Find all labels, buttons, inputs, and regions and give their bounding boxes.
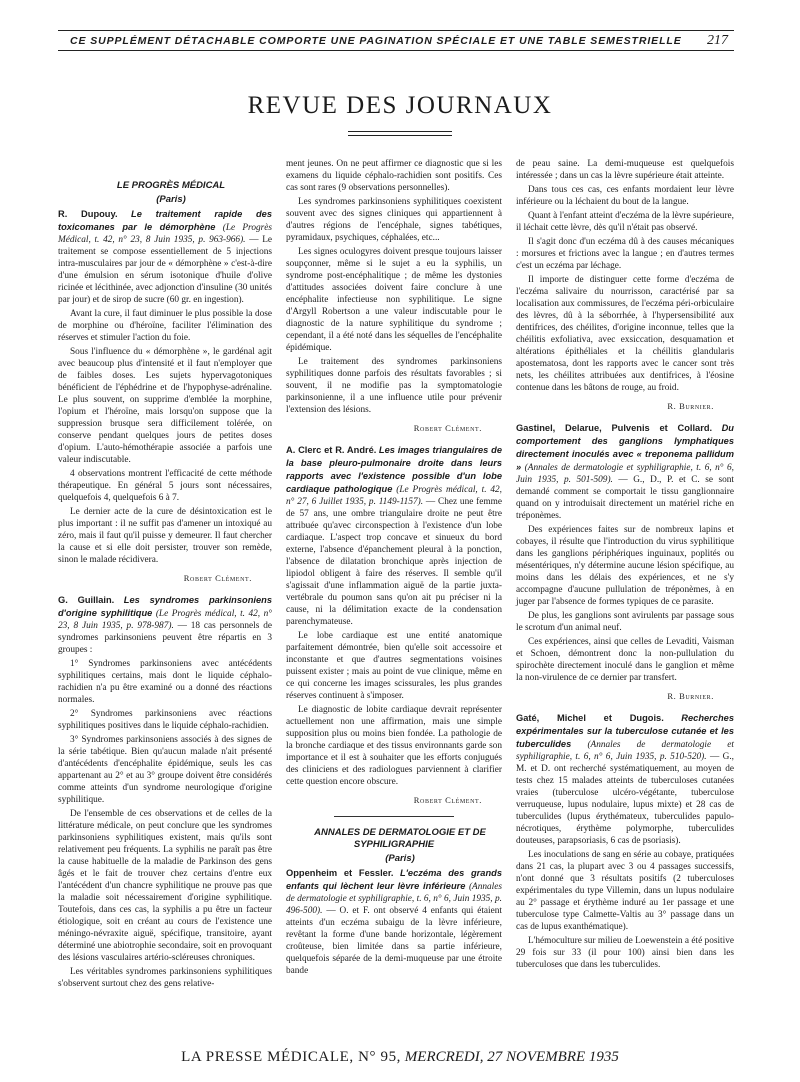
- article-paragraph: Les syndromes parkinsoniens syphilitiques coexistent souvent avec des signes cliniques qui appartiennent à d'autres régions de l'encéphale, signes tabétiques, pyramidaux, psychiques, céphalées, etc...: [286, 197, 502, 243]
- section-heading: LE PROGRÈS MÉDICAL: [116, 180, 226, 191]
- article-paragraph: Le dernier acte de la cure de désintoxication est le plus important : il ne suffit pas d'amener un intoxiqué au zéro, mais il faut qu'il puisse y demeurer. Il faut chercher la cause et si elle doit persister, trouver son remède, sinon le malade récidivera.: [58, 507, 272, 565]
- banner-bottom-rule: [58, 50, 734, 51]
- article-authors: Gaté, Michel et Dugois.: [516, 713, 664, 723]
- article-citation: (Le Progrès médical, t. 42, n° 23, 8 Juin 1935, p. 978-987).: [58, 609, 273, 631]
- article: [516, 712, 734, 971]
- article-paragraph: Sous l'influence du « démorphène », le gardénal agit avec beaucoup plus d'intensité et il faut n'employer que de faibles doses. Les sujets hypervagotoniques bénéficient de l'éphédrine et de l'hypophyse-adrénaline. Le plus souvent, on supprime d'emblée la morphine, l'opium et l'héroïne, mais lorsqu'on suppose que la suppression brusque sera difficilement tolérée, on conserve pendant quelques jours de petites doses d'opium. L'auto-hémothérapie associée a parfois une valeur indiscutable.: [58, 347, 272, 465]
- top-rule: [58, 30, 734, 31]
- article-text: — G., M. et D. ont recherché systématiquement, au moyen de tests chez 15 malades atteints de tuberculoses cutanées vraies (tuberculose ulcéro-végétante, tuberculose verruqueuse, lupus nodulaire, lupus mixte) et 28 cas de tuberculides (lupus érythémateux, tuberculides papulo-nécrotiques, érythème polymorphe, tuberculides douteuses, parapsoriasis, 6 cas de psoriasis).: [516, 752, 735, 846]
- article-paragraph: Les inoculations de sang en série au cobaye, pratiquées dans 21 cas, la plupart avec 3 ou 4 passages successifs, n'ont donné que 3 résultats positifs (2 tuberculoses expérimentales du type Villemin, dans un lupus nodulaire au 2° passage et érythème induré au 1er passage et une tuberculose type Calmette-Valtis au 3° passage dans un cas de lupus exanthématique).: [516, 850, 734, 932]
- article-authors: Oppenheim et Fessler.: [286, 868, 394, 878]
- footer-date: MERCREDI, 27 NOVEMBRE 1935: [404, 1049, 619, 1065]
- article-citation: (Annales de dermatologie et syphiligraphie, t. 6, n° 6, Juin 1935, p. 501-509).: [516, 463, 734, 485]
- page-footer: [0, 1049, 800, 1066]
- article-paragraph: Des expériences faites sur de nombreux lapins et cobayes, il résulte que l'introduction du virus syphilitique dans les ganglions périphériques inguinaux, poplités ou mésentériques, n'y détermine aucune lésion spécifique, au moins dans les délais des expériences, et ne s'y accompagne d'aucune pullulation de tréponèmes, à en juger par l'absence de formes typiques de ce parasite.: [516, 525, 734, 607]
- page-banner: [58, 33, 734, 49]
- article-authors: A. Clerc et R. André.: [286, 445, 377, 455]
- article-text: — O. et F. ont observé 4 enfants qui étaient atteints d'un eczéma subaigu de la lèvre inférieure, revêtant la forme d'une bande horizontale, légèrement croûteuse, bien limitée dans sa partie inférieure, quelquefois séparée de la demi-muqueuse par une étroite bande: [286, 906, 503, 976]
- article-paragraph: Dans tous ces cas, ces enfants mordaient leur lèvre inférieure ou la léchaient du bout de la langue.: [516, 185, 734, 207]
- article-title: Recherches expérimentales sur la tuberculose cutanée et les tuberculides: [516, 713, 734, 749]
- article: [58, 208, 272, 584]
- article-paragraph: Le diagnostic de lobite cardiaque devrait représenter actuellement non une affirmation, mais une simple supposition plus ou moins bien fondée. La pathologie de la bronche cardiaque et des tissus environnants garde son importance et il est à souhaiter que les efforts conjugués des cliniciens et des radiologues parviennent à clarifier cette question encore obscure.: [286, 705, 502, 787]
- article-paragraph: de peau saine. La demi-muqueuse est quelquefois intéressée ; dans un cas la lèvre supérieure était atteinte.: [516, 159, 734, 181]
- article-citation: (Annales de dermatologie et syphiligraphie, t. 6, n° 6, Juin 1935, p. 496-500).: [286, 882, 502, 916]
- article-paragraph: Le lobe cardiaque est une entité anatomique parfaitement démontrée, bien qu'elle soit accessoire et inconstante et que d'autres segmentations voisines puissent exister ; mais au point de vue clinique, même en ce qui concerne les images scissurales, les plus grandes réserves continuent à s'imposer.: [286, 631, 502, 701]
- section-subheading: (Paris): [385, 853, 415, 864]
- column-1: [58, 180, 272, 996]
- section-heading: ANNALES DE DERMATOLOGIE ET DE SYPHILIGRAPHIE: [314, 827, 486, 850]
- article-signature: R. Burnier.: [667, 691, 714, 701]
- article-title: Les images triangulaires de la base pleuro-pulmonaire droite dans leurs rapports avec l'existence possible d'un lobe cardiaque pathologique: [286, 445, 502, 494]
- article: [286, 867, 502, 977]
- article-text: — Le traitement se compose essentiellement de 5 injections intra-musculaires par jour de « démorphène » c'est-à-dire d'une émulsion en sérum isotonique d'huile d'olive ricinée et lécithinée, avec adjonction d'insuline (30 unités par jour) et de sirop de sucre (60 gr. en ingestion).: [58, 235, 272, 305]
- article-citation: (Le Progrès Médical, t. 42, n° 23, 8 Juin 1935, p. 963-966).: [58, 223, 272, 245]
- article-paragraph: Le traitement des syndromes parkinsoniens syphilitiques donne parfois des résultats favorables ; si souvent, il ne modifie pas la symptomatologie parkinsonienne, il a une influence utile pour prévenir l'extension des lésions.: [286, 357, 502, 415]
- article-citation: (Le Progrès médical, t. 42, n° 27, 6 Juillet 1935, p. 1149-1157).: [286, 485, 503, 507]
- footer-journal: LA PRESSE MÉDICALE, N° 95,: [181, 1049, 402, 1065]
- article-title: Les syndromes parkinsoniens d'origine syphilitique: [58, 595, 272, 618]
- article-citation: (Annales de dermatologie et syphiligraphie, t. 6, n° 6, Juin 1935, p. 510-520).: [516, 740, 734, 762]
- article-paragraph: ment jeunes. On ne peut affirmer ce diagnostic que si les examens du liquide céphalo-rachidien sont positifs. Ces cas sont rares (9 observations personnelles).: [286, 159, 502, 193]
- article-signature: Robert Clément.: [413, 795, 482, 805]
- column-2: [286, 158, 502, 983]
- article: [58, 594, 272, 990]
- page-title: REVUE DES JOURNAUX: [247, 92, 553, 119]
- article-signature: Robert Clément.: [183, 573, 252, 583]
- banner-text: CE SUPPLÉMENT DÉTACHABLE COMPORTE UNE PAGINATION SPÉCIALE ET UNE TABLE SEMESTRIELLE: [70, 35, 682, 47]
- section-subheading: (Paris): [156, 194, 186, 205]
- article-paragraph: De l'ensemble de ces observations et de celles de la littérature médicale, on peut conclure que les syndromes parkinsoniens syphilitiques existent, mais qu'ils sont relativement peu fréquents. La syphilis ne paraît pas être la cause habituelle de la maladie de Parkinson des gens âgés et le fait de trouver chez certains d'entre eux l'antécédent d'un chancre syphilitique ne prouve pas que la maladie soit nécessairement d'origine syphilitique. Toutefois, dans ces cas, la syphilis a pu être un facteur étiologique, soit en créant au cours de l'existence une méningo-névraxite aiguë, spécifique, transitoire, ayant déterminé une abiotrophie secondaire, soit en provoquant des lésions vasculaires artério-scléreuses chroniques.: [58, 809, 272, 963]
- article-paragraph: De plus, les ganglions sont avirulents par passage sous le scrotum d'un animal neuf.: [516, 611, 734, 633]
- page-number: 217: [707, 33, 728, 48]
- article-paragraph: 1° Syndromes parkinsoniens avec antécédents syphilitiques certains, mais dont le liquide céphalo-rachidien n'a pu être examiné ou a donné des réactions normales.: [58, 659, 272, 705]
- article-authors: Gastinel, Delarue, Pulvenis et Collard.: [516, 423, 713, 433]
- article-text: — Chez une femme de 57 ans, une ombre triangulaire droite ne peut être attribuée qu'avec circonspection à l'existence d'un lobe cardiaque. L'aspect trop concave et sinueux du bord externe, l'absence d'épanchement pleural à la ponction, l'absence de dilatation bronchique après injection de lipiodol obligent à faire des réserves. Il semble qu'il s'agissait d'une inflammation aiguë de la partie juxta-vertébrale du poumon sans qu'on ait pu préciser ni la cause, ni la délimitation exacte de la condensation parenchymateuse.: [286, 497, 502, 627]
- article-paragraph: L'hémoculture sur milieu de Loewenstein a été positive 29 fois sur 33 (il pour 100) ainsi bien dans les tuberculoses que dans les tuberculides.: [516, 936, 734, 970]
- article-paragraph: Quant à l'enfant atteint d'eczéma de la lèvre supérieure, il léchait cette lèvre, dès qu'il n'était pas observé.: [516, 211, 734, 233]
- article-title: L'eczéma des grands enfants qui lèchent leur lèvre inférieure: [286, 868, 503, 891]
- article-paragraph: Avant la cure, il faut diminuer le plus possible la dose de morphine ou d'héroïne, faciliter l'élimination des réserves et stimuler l'action du foie.: [58, 309, 272, 343]
- article-text: — 18 cas personnels de syndromes parkinsoniens peuvent être répartis en 3 groupes :: [58, 621, 272, 655]
- article-paragraph: 2° Syndromes parkinsoniens avec réactions syphilitiques positives dans le liquide céphalo-rachidien.: [58, 709, 272, 731]
- article-paragraph: Les véritables syndromes parkinsoniens syphilitiques s'observent surtout chez des gens relative-: [58, 967, 272, 989]
- article-signature: Robert Clément.: [413, 423, 482, 433]
- title-underline: [348, 131, 452, 132]
- article-title: Le traitement rapide des toxicomanes par le démorphène: [58, 209, 273, 232]
- article-paragraph: 3° Syndromes parkinsoniens associés à des signes de la série tabétique. Bien qu'aucun malade n'ait présenté d'antécédents d'encéphalite épidémique, seuls les cas appartenant au 2° et au 3° groupe doivent être considérés comme atteints d'un syndrome neurologique d'origine syphilitique.: [58, 735, 272, 805]
- article-paragraph: Les signes oculogyres doivent presque toujours laisser soupçonner, même si le sujet a eu la syphilis, un syndrome post-encéphalitique ; de même les dystonies d'attitudes associées doivent faire conclure à une encéphalite infectieuse non syphilitique. Le signe d'Argyll Robertson a une valeur indiscutable pour le diagnostic de la nature syphilitique du syndrome ; cependant, il a été noté dans les séquelles de l'encéphalite épidémique.: [286, 247, 502, 353]
- title-underline-2: [348, 135, 452, 136]
- article: [286, 444, 502, 806]
- article-paragraph: Il importe de distinguer cette forme d'eczéma de l'eczéma salivaire du nourrisson, caractérisé par sa localisation aux commissures, de l'eczéma péri-orbiculaire des lèvres, dû à la séborrhée, à l'hypersensibilité aux dentifrices, des chéilites, d'origine inconnue, telles que la chéilitis exfoliativa, avec exsiccation, desquamation et altérations épithéliales et la chéilitis glandularis apostematosa, dont les rapports avec le cancer sont très nets, les chéilites attribuées aux dentifrices, à l'éosine contenue dans les bâtons de rouge, au froid.: [516, 275, 734, 393]
- article-paragraph: Il s'agit donc d'un eczéma dû à des causes mécaniques : morsures et frictions avec la langue ; en d'autres termes c'est un eczéma par léchage.: [516, 237, 734, 271]
- article-paragraph: 4 observations montrent l'efficacité de cette méthode thérapeutique. En général 5 jours sont nécessaires, quelquefois 4, quelquefois 6 à 7.: [58, 469, 272, 503]
- article-authors: G. Guillain.: [58, 595, 115, 605]
- article-signature: R. Burnier.: [667, 401, 714, 411]
- section-divider: [334, 816, 454, 817]
- article-text: — G., D., P. et C. se sont demandé comment se comportait le tissu ganglionnaire quand on y introduisait directement un matériel riche en tréponèmes.: [516, 475, 735, 521]
- article-paragraph: Ces expériences, ainsi que celles de Levaditi, Vaisman et Schoen, démontrent donc la non-pullulation du spirochète directement inoculé dans le ganglion et même la non-virulence de ce dernier par transfert.: [516, 637, 734, 683]
- article-title: Du comportement des ganglions lymphatiques directement inoculés avec « treponema pallidum »: [516, 423, 734, 472]
- article-authors: R. Dupouy.: [58, 209, 118, 219]
- article: [516, 422, 734, 702]
- column-3: [516, 158, 734, 977]
